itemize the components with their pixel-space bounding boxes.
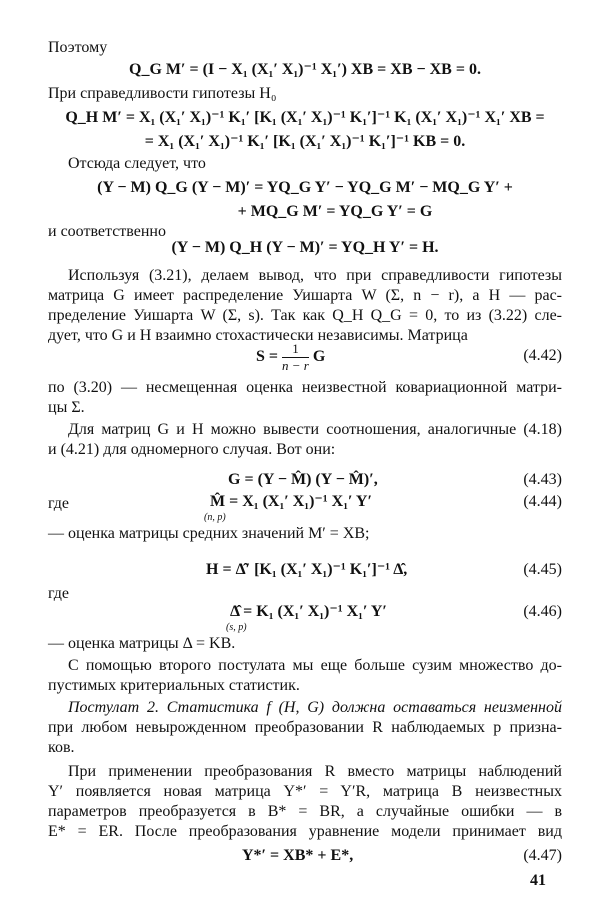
equation-subscript: (s, p) bbox=[226, 622, 247, 633]
equation-right: G bbox=[312, 348, 326, 365]
page-number: 41 bbox=[530, 872, 546, 889]
text-line: и соответственно bbox=[48, 223, 166, 240]
equation: Δ̂ = K₁ (X₁′ X₁)⁻¹ X₁′ Y′ bbox=[230, 603, 387, 620]
equation: (Y − M) Q_H (Y − M)′ = YQ_H Y′ = H. bbox=[171, 239, 439, 256]
equation-number: (4.42) bbox=[523, 347, 562, 364]
fraction-denominator: n − r bbox=[282, 357, 309, 373]
equation-subscript: (n, p) bbox=[204, 512, 226, 523]
equation: G = (Y − M̂) (Y − M̂)′, bbox=[228, 471, 378, 488]
equation: Q_G M′ = (I − X₁ (X₁′ X₁)⁻¹ X₁′) XB = XB − XB = 0. bbox=[129, 61, 481, 78]
fraction bbox=[282, 341, 309, 374]
text-line: где bbox=[48, 495, 70, 512]
text-line: — оценка матрицы средних значений M′ = XB; bbox=[48, 525, 370, 542]
paragraph-line: параметров преобразуется в B* = BR, а случайные ошибки — в bbox=[48, 803, 562, 820]
paragraph-line: при любом невырожденном преобразовании R наблюдаемых p призна- bbox=[48, 719, 562, 736]
paragraph-line: дует, что G и H взаимно стохастически независимы. Матрица bbox=[48, 327, 468, 344]
fraction-numerator: 1 bbox=[282, 341, 309, 358]
equation-fraction bbox=[256, 340, 325, 374]
paragraph-line: пустимых критериальных статистик. bbox=[48, 677, 300, 694]
text-line: При справедливости гипотезы H₀ bbox=[48, 85, 277, 102]
equation: + MQ_G M′ = YQ_G Y′ = G bbox=[237, 203, 433, 220]
equation-number: (4.45) bbox=[523, 561, 562, 578]
equation-number: (4.44) bbox=[523, 493, 562, 510]
paragraph-line: ков. bbox=[48, 739, 75, 756]
paragraph-line: цы Σ. bbox=[48, 399, 85, 416]
equation-number: (4.47) bbox=[523, 847, 562, 864]
equation: Y*′ = XB* + E*, bbox=[242, 847, 354, 864]
paragraph-line: С помощью второго постулата мы еще больше сузим множество до- bbox=[68, 657, 562, 674]
paragraph-line: E* = ER. После преобразования уравнение модели принимает вид bbox=[48, 823, 562, 840]
text-line: Поэтому bbox=[48, 39, 108, 56]
paragraph-line: Для матриц G и H можно вывести соотношения, аналогичные (4.18) bbox=[68, 421, 562, 438]
equation: M̂ = X₁ (X₁′ X₁)⁻¹ X₁′ Y′ bbox=[210, 493, 372, 510]
paragraph-line: При применении преобразования R вместо матрицы наблюдений bbox=[68, 763, 562, 780]
equation: = X₁ (X₁′ X₁)⁻¹ K₁′ [K₁ (X₁′ X₁)⁻¹ K₁′]⁻¹ KB = 0. bbox=[144, 133, 466, 150]
text-line: Отсюда следует, что bbox=[68, 155, 206, 172]
paragraph-line: и (4.21) для одномерного случая. Вот они: bbox=[48, 441, 336, 458]
equation: Q_H M′ = X₁ (X₁′ X₁)⁻¹ K₁′ [K₁ (X₁′ X₁)⁻¹ K₁′]⁻¹ K₁ (X₁′ X₁)⁻¹ X₁′ XB = bbox=[65, 109, 545, 126]
equation-number: (4.43) bbox=[523, 471, 562, 488]
text-line: — оценка матрицы Δ = KB. bbox=[48, 635, 236, 652]
paragraph-line: пределение Уишарта W (Σ, s). Так как Q_H Q_G = 0, то из (3.22) сле- bbox=[48, 307, 562, 324]
equation-number: (4.46) bbox=[523, 603, 562, 620]
paragraph-line: Постулат 2. Статистика f (H, G) должна оставаться неизменной bbox=[68, 699, 562, 716]
equation: H = Δ̂′ [K₁ (X₁′ X₁)⁻¹ K₁′]⁻¹ Δ̂, bbox=[206, 561, 408, 578]
paragraph-line: Используя (3.21), делаем вывод, что при справедливости гипотезы bbox=[68, 267, 562, 284]
paragraph-line: матрица G имеет распределение Уишарта W (Σ, n − r), а H — рас- bbox=[48, 287, 562, 304]
paragraph-line: Y′ появляется новая матрица Y*′ = Y′R, матрица B неизвестных bbox=[48, 783, 562, 800]
equation-left: S = bbox=[256, 348, 279, 365]
paragraph-line: по (3.20) — несмещенная оценка неизвестной ковариационной матри- bbox=[48, 379, 562, 396]
equation: (Y − M) Q_G (Y − M)′ = YQ_G Y′ − YQ_G M′ − MQ_G Y′ + bbox=[97, 179, 513, 196]
text-line: где bbox=[48, 585, 70, 602]
